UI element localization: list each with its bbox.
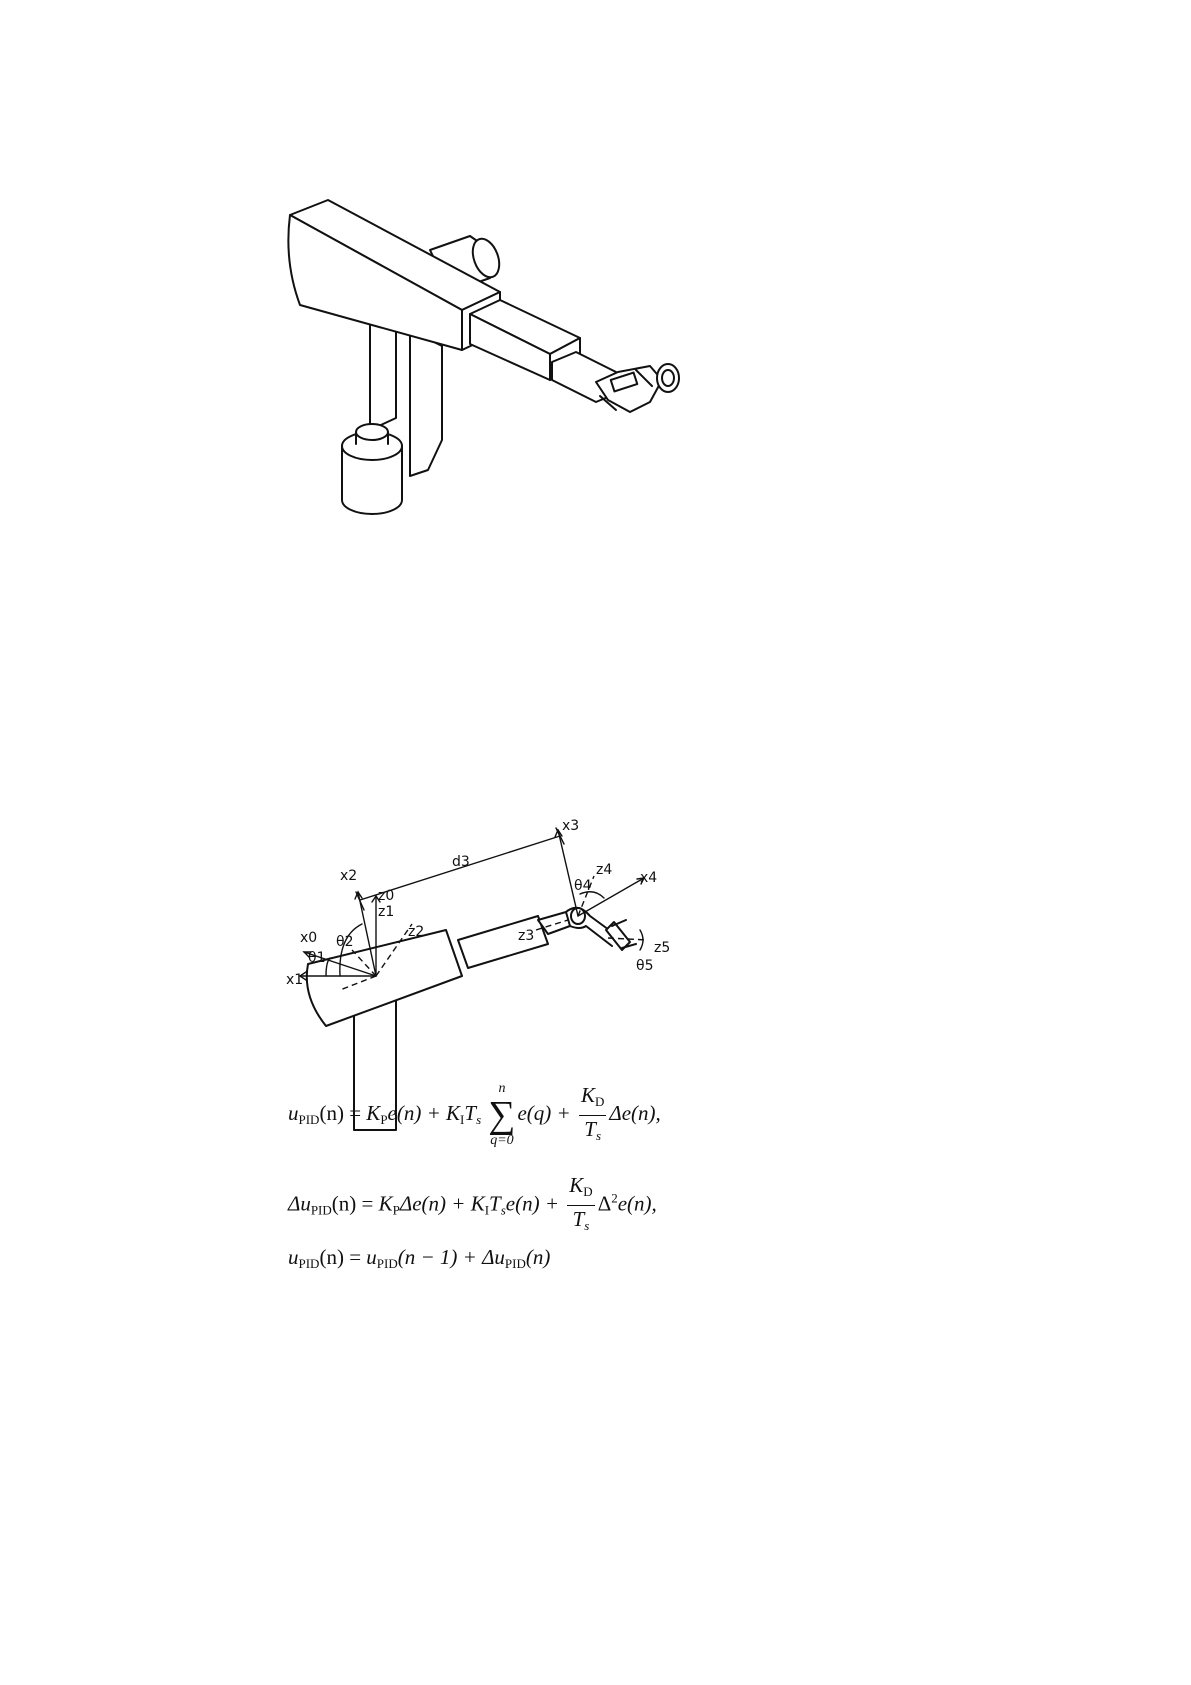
kin-link <box>458 916 548 968</box>
label-x3: x3 <box>562 818 580 834</box>
equation-pid-position: $u_{PID}(n) = K_Pe(n) + K_IT_s$ n ∑ q=0 e(q) + $\frac{K_D}{T_s}$ Δe(n), <box>288 1081 661 1148</box>
label-z3: z3 <box>518 928 535 944</box>
fraction-kd-ts: $\frac{K_D}{T_s}$ <box>580 1082 605 1143</box>
label-z4: z4 <box>596 862 613 878</box>
label-x0: x0 <box>300 930 318 946</box>
label-d3: d3 <box>452 854 470 870</box>
label-x1: x1 <box>286 972 304 988</box>
kinematic-frame-diagram <box>0 540 1191 1420</box>
label-theta2: θ2 <box>336 934 354 950</box>
label-x2: x2 <box>340 868 358 884</box>
label-x4: x4 <box>640 870 658 886</box>
label-theta5: θ5 <box>636 958 654 974</box>
label-z2: z2 <box>408 924 425 940</box>
fraction-kd-ts-2: $\frac{K_D}{T_s}$ <box>569 1173 593 1233</box>
wrist-ring <box>657 364 679 392</box>
robot-arm-isometric-drawing <box>0 0 1191 540</box>
label-theta4: θ4 <box>574 878 592 894</box>
column-front <box>410 330 442 476</box>
label-z1: z1 <box>378 904 395 920</box>
label-z0: z0 <box>378 888 395 904</box>
label-z5: z5 <box>654 940 671 956</box>
label-theta1: θ1 <box>308 950 326 966</box>
x3-axis <box>558 830 578 916</box>
equation-pid-increment: $\Delta u_{PID}(n) = K_P\Delta e(n) + K_IT_se(n)$ + $\frac{K_D}{T_s}$ $\Delta^2e(n)$, <box>288 1173 657 1238</box>
summation: n ∑ q=0 <box>488 1081 516 1148</box>
base-cylinder-cap <box>356 424 388 440</box>
equation-pid-recursive: $u_{PID}(n) = u_{PID}(n - 1) + \Delta u_{PID}(n)$ <box>288 1245 551 1271</box>
